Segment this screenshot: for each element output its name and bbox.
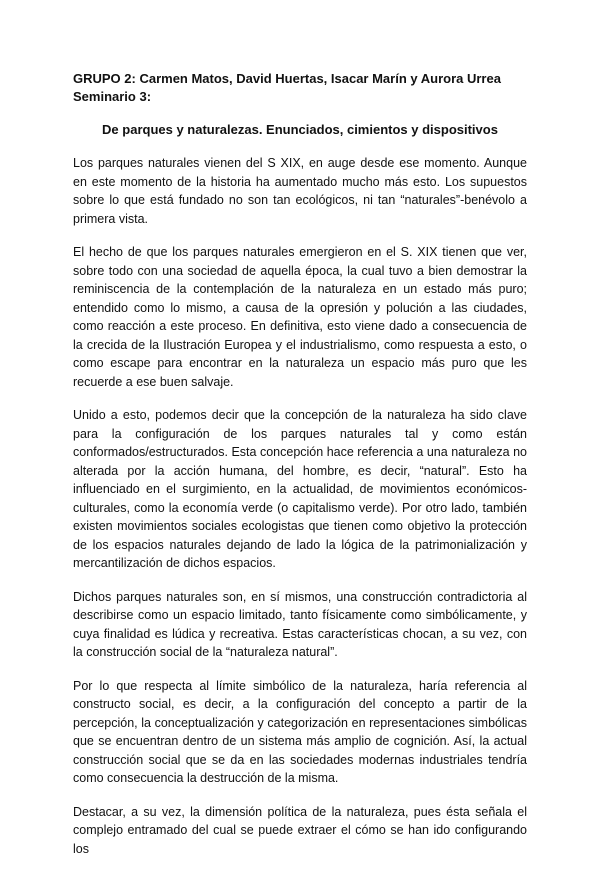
paragraph-4: Dichos parques naturales son, en sí mismos, una construcción contradictoria al describirse como un espacio limitado, tanto físicamente como simbólicamente, y cuya finalidad es lúdica y recreativa. Estas características chocan, a su vez, con la construcción social de la “naturaleza natural”. (73, 589, 527, 659)
seminar-label: Seminario 3: (73, 89, 152, 104)
document-header (73, 70, 533, 106)
paragraph-6: Destacar, a su vez, la dimensión política de la naturaleza, pues ésta señala el complejo entramado del cual se puede extraer el cómo se han ido configurando los (73, 804, 527, 856)
paragraph-5: Por lo que respecta al límite simbólico de la naturaleza, haría referencia al constructo social, es decir, a la configuración del concepto a partir de la percepción, la conceptualización y categorización en representaciones simbólicas que se encuentran dentro de un sistema más amplio de cognición. Así, la actual construcción social que se da en las sociedades modernas industriales tendría como consecuencia la destrucción de la misma. (73, 678, 527, 785)
paragraph-1: Los parques naturales vienen del S XIX, en auge desde ese momento. Aunque en este momento de la historia ha aumentado mucho más esto. Los supuestos sobre lo que está fundado no son tan ecológicos, ni tan “naturales”-benévolo a primera vista. (73, 156, 527, 226)
group-authors-line: GRUPO 2: Carmen Matos, David Huertas, Isacar Marín y Aurora Urrea (73, 71, 501, 86)
paragraph-2: El hecho de que los parques naturales emergieron en el S. XIX tienen que ver, sobre todo con una sociedad de aquella época, la cual tuvo a bien demostrar la reminiscencia de la contemplación de la naturaleza en un estado más puro; entendido como lo mismo, a causa de la opresión y polución a las ciudades, como reacción a este proceso. En definitiva, esto viene dado a consecuencia de la crecida de la Ilustración Europea y el industrialismo, como respuesta a esto, o como escape para encontrar en la naturaleza un espacio más puro que les recuerde a ese buen salvaje. (73, 245, 527, 389)
document-title: De parques y naturalezas. Enunciados, cimientos y dispositivos (102, 122, 498, 137)
paragraph-3: Unido a esto, podemos decir que la concepción de la naturaleza ha sido clave para la configuración de los parques naturales tal y como están conformados/estructurados. Esta concepción hace referencia a una naturaleza no alterada por la acción humana, del hombre, es decir, “natural”. Esto ha influenciado en el surgimiento, en la actualidad, de movimientos económicos-culturales, como la economía verde (o capitalismo verde). Por otro lado, también existen movimientos sociales ecologistas que tienen como objetivo la protección de los espacios naturales dejando de lado la lógica de la patrimonialización y mercantilización de dichos espacios. (73, 408, 527, 570)
document-body (73, 154, 527, 873)
